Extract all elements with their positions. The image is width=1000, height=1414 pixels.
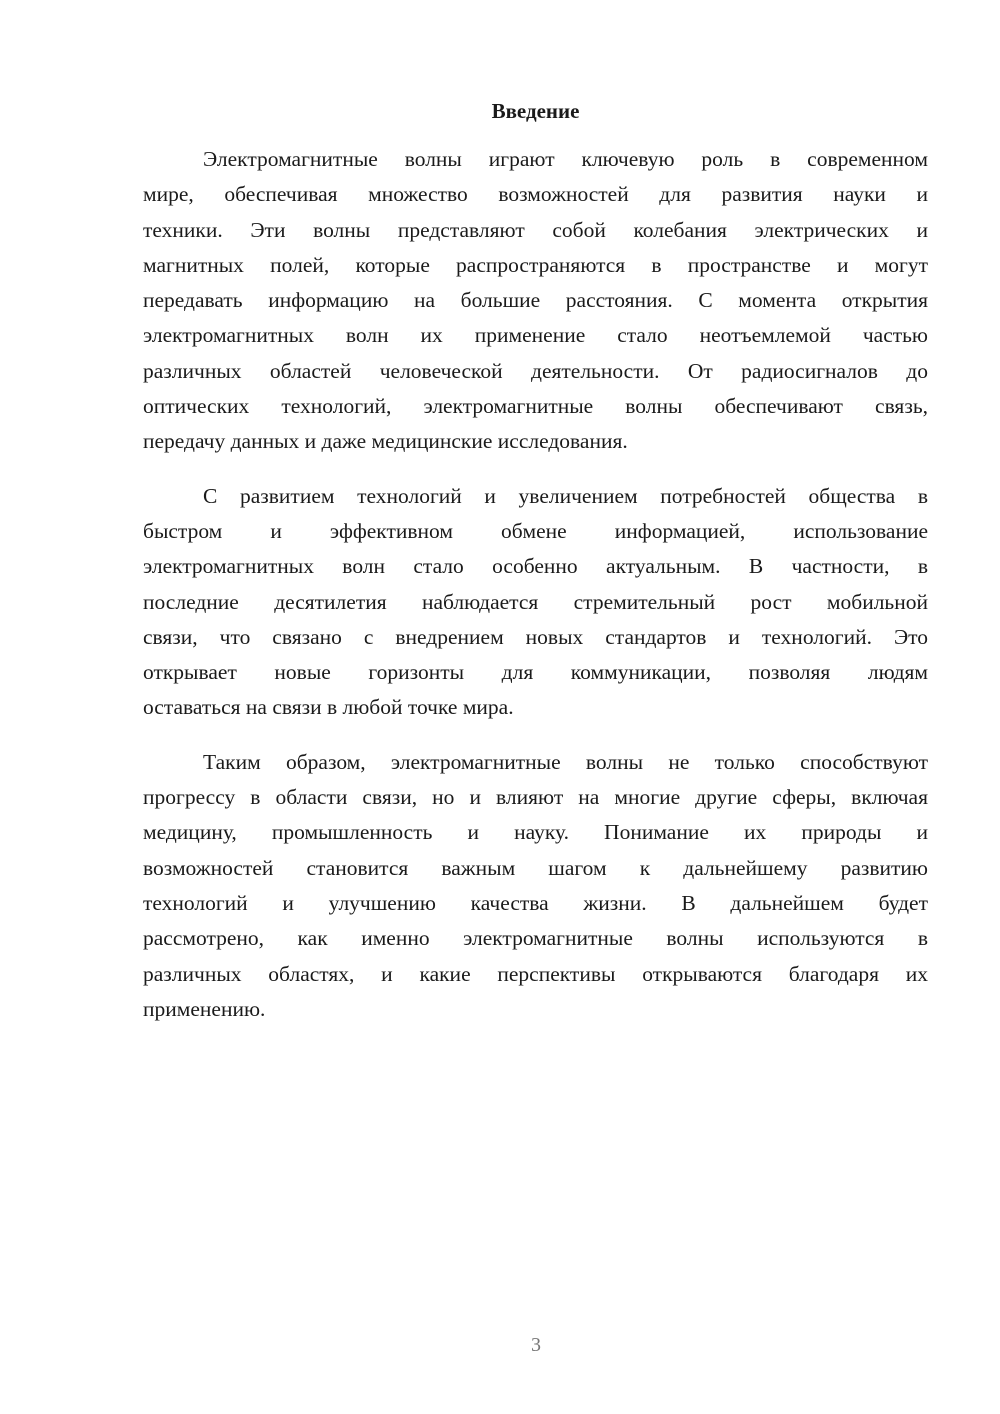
text-line: передачу данных и даже медицинские исследования. [143, 429, 628, 454]
page-title: Введение [491, 99, 580, 123]
text-line: открывает новые горизонты для коммуникации, позволяя людям [143, 660, 928, 685]
text-line: возможностей становится важным шагом к дальнейшему развитию [143, 855, 928, 880]
text-line: рассмотрено, как именно электромагнитные волны используются в [143, 926, 928, 951]
text-line: оставаться на связи в любой точке мира. [143, 695, 514, 720]
text-line: последние десятилетия наблюдается стремительный рост мобильной [143, 589, 928, 614]
text-line: оптических технологий, электромагнитные волны обеспечивают связь, [143, 394, 928, 419]
page-number: 3 [531, 1334, 541, 1356]
text-line: различных областей человеческой деятельности. От радиосигналов до [143, 358, 928, 383]
text-line: передавать информацию на большие расстояния. С момента открытия [143, 288, 928, 313]
text-line: С развитием технологий и увеличением потребностей общества в [203, 483, 928, 508]
text-line: связи, что связано с внедрением новых стандартов и технологий. Это [143, 624, 928, 649]
text-line: мире, обеспечивая множество возможностей для развития науки и [143, 182, 928, 207]
text-line: техники. Эти волны представляют собой колебания электрических и [143, 217, 928, 242]
text-line: Таким образом, электромагнитные волны не только способствуют [203, 749, 928, 774]
paragraph [143, 479, 928, 726]
text-line: Электромагнитные волны играют ключевую роль в современном [203, 147, 928, 171]
document-body [143, 142, 928, 1027]
text-line: прогрессу в области связи, но и влияют на многие другие сферы, включая [143, 785, 928, 810]
text-line: медицину, промышленность и науку. Понимание их природы и [143, 820, 928, 845]
text-line: различных областях, и какие перспективы открываются благодаря их [143, 961, 928, 986]
text-line: применению. [143, 996, 266, 1021]
text-line: электромагнитных волн их применение стало неотъемлемой частью [143, 323, 928, 348]
text-line: электромагнитных волн стало особенно актуальным. В частности, в [143, 554, 928, 579]
text-line: быстром и эффективном обмене информацией, использование [143, 518, 928, 543]
text-line: технологий и улучшению качества жизни. В дальнейшем будет [143, 890, 928, 915]
paragraph [143, 745, 928, 1027]
paragraph [143, 142, 928, 460]
text-line: магнитных полей, которые распространяются в пространстве и могут [143, 252, 928, 277]
